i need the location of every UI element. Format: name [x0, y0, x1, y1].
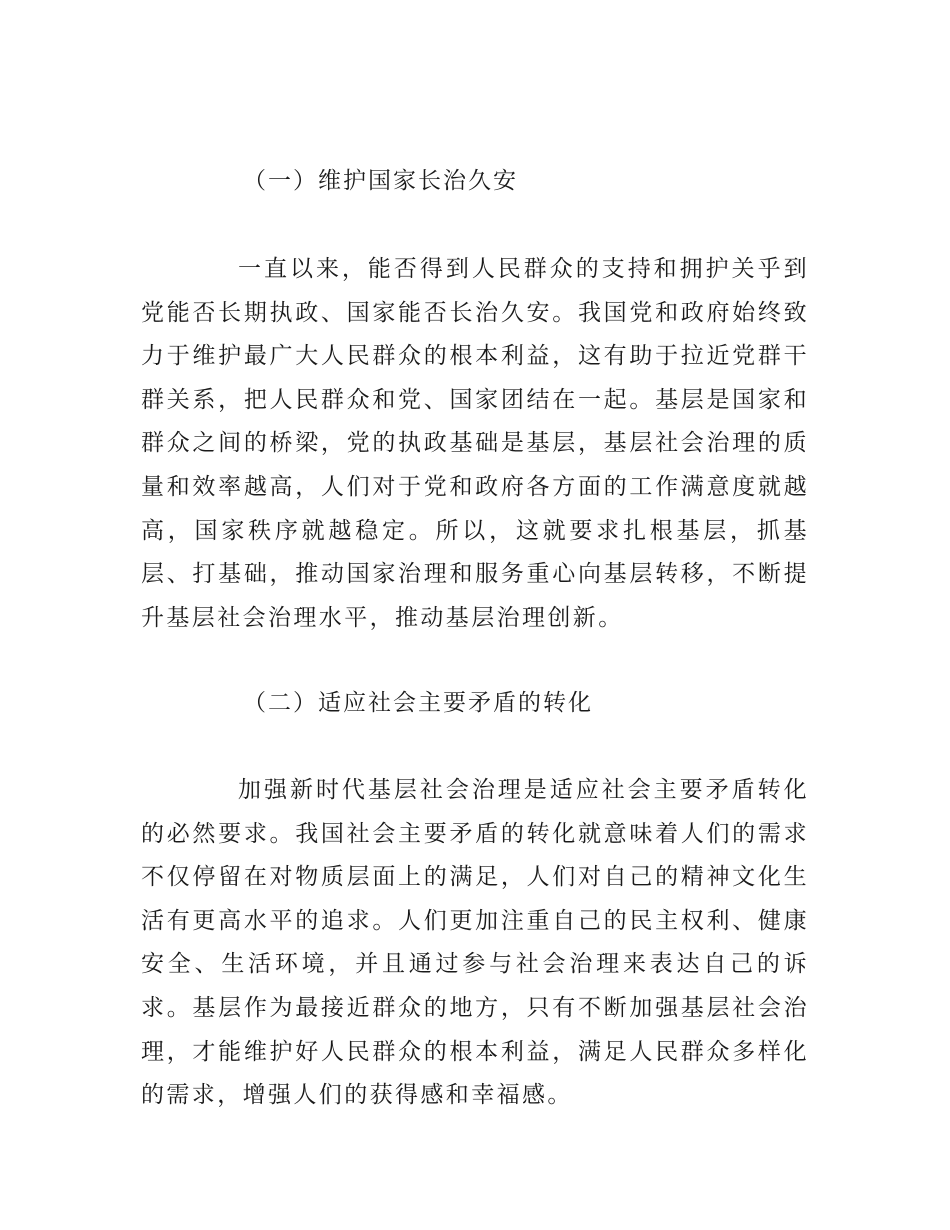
section-paragraph-2: 加强新时代基层社会治理是适应社会主要矛盾转化的必然要求。我国社会主要矛盾的转化就意味着人们的需求不仅停留在对物质层面上的满足，人们对自己的精神文化生活有更高水平的追求。人们更加注重自己的民主权利、健康安全、生活环境，并且通过参与社会治理来表达自己的诉求。基层作为最接近群众的地方，只有不断加强基层社会治理，才能维护好人民群众的根本利益，满足人民群众多样化的需求，增强人们的获得感和幸福感。 [141, 777, 809, 1109]
section-heading-2: （二）适应社会主要矛盾的转化 [243, 690, 593, 716]
section-paragraph-1: 一直以来，能否得到人民群众的支持和拥护关乎到党能否长期执政、国家能否长治久安。我国党和政府始终致力于维护最广大人民群众的根本利益，这有助于拉近党群干群关系，把人民群众和党、国家团结在一起。基层是国家和群众之间的桥梁，党的执政基础是基层，基层社会治理的质量和效率越高，人们对于党和政府各方面的工作满意度就越高，国家秩序就越稳定。所以，这就要求扎根基层，抓基层、打基础，推动国家治理和服务重心向基层转移，不断提升基层社会治理水平，推动基层治理创新。 [141, 256, 809, 631]
section-heading-1: （一）维护国家长治久安 [243, 168, 518, 194]
